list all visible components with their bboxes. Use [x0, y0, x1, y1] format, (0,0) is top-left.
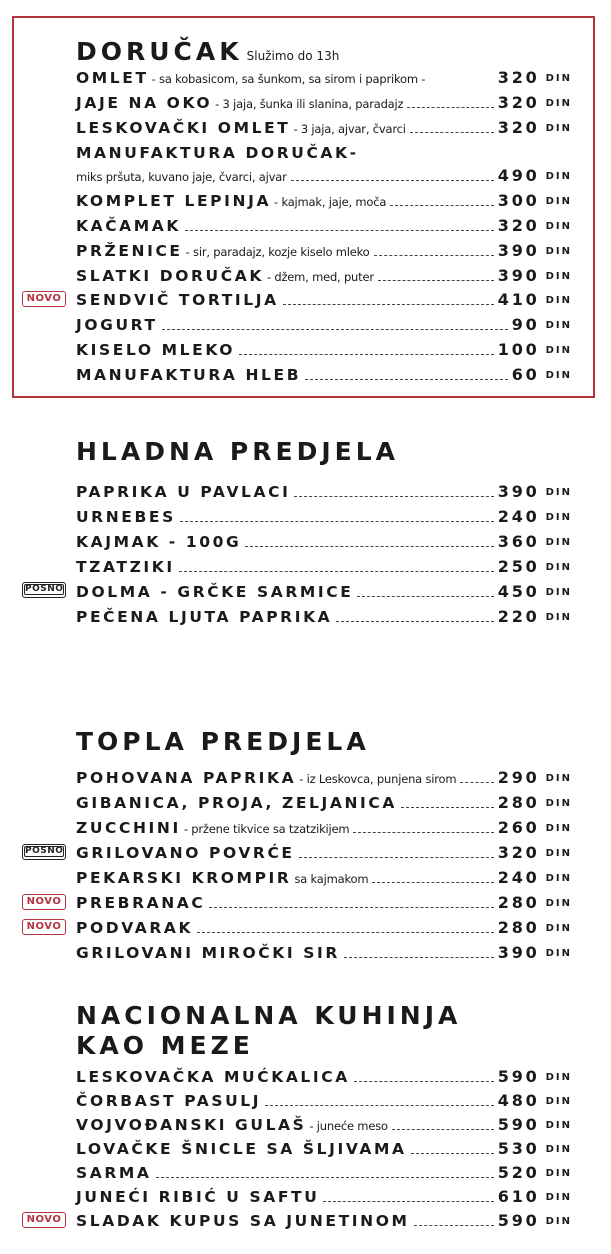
- posno-badge: POSNO: [22, 582, 66, 598]
- menu-item: JUNEĆI RIBIĆ U SAFTU 610 DIN: [76, 1187, 572, 1206]
- menu-item: GIBANICA, PROJA, ZELJANICA 280 DIN: [76, 793, 572, 812]
- novo-badge: NOVO: [22, 1212, 66, 1228]
- breakfast-subtitle: Služimo do 13h: [246, 49, 340, 63]
- menu-item: JAJE NA OKO - 3 jaja, šunka ili slanina, paradajz 320 DIN: [76, 93, 572, 112]
- menu-item: ZUCCHINI - pržene tikvice sa tzatzikijem 260 DIN: [76, 818, 572, 837]
- novo-badge: NOVO: [22, 919, 66, 935]
- menu-item: LOVAČKE ŠNICLE SA ŠLJIVAMA 530 DIN: [76, 1139, 572, 1158]
- menu-item: TZATZIKI 250 DIN: [76, 557, 572, 576]
- menu-item: GRILOVANO POVRĆE 320 DIN: [76, 843, 572, 862]
- menu-item: VOJVOĐANSKI GULAŠ - juneće meso 590 DIN: [76, 1115, 572, 1134]
- menu-item: ČORBAST PASULJ 480 DIN: [76, 1091, 572, 1110]
- menu-item: SARMA 520 DIN: [76, 1163, 572, 1182]
- menu-item: miks pršuta, kuvano jaje, čvarci, ajvar 490 DIN: [76, 166, 572, 185]
- menu-item: JOGURT 90 DIN: [76, 315, 572, 334]
- menu-item: URNEBES 240 DIN: [76, 507, 572, 526]
- menu-item: OMLET - sa kobasicom, sa šunkom, sa sirom i paprikom - 320 DIN: [76, 68, 572, 87]
- menu-item: PEKARSKI KROMPIR sa kajmakom 240 DIN: [76, 868, 572, 887]
- national-cuisine-title: NACIONALNA KUHINJA: [76, 1001, 462, 1030]
- posno-badge: POSNO: [22, 844, 66, 860]
- menu-item: GRILOVANI MIROČKI SIR 390 DIN: [76, 943, 572, 962]
- breakfast-title: DORUČAK Služimo do 13h: [76, 37, 340, 66]
- novo-badge: NOVO: [22, 894, 66, 910]
- menu-item: LESKOVAČKA MUĆKALICA 590 DIN: [76, 1067, 572, 1086]
- menu-item: KAČAMAK 320 DIN: [76, 216, 572, 235]
- menu-item: PRŽENICE - sir, paradajz, kozje kiselo mleko 390 DIN: [76, 241, 572, 260]
- warm-starters-title: TOPLA PREDJELA: [76, 727, 370, 756]
- menu-item: KAJMAK - 100G 360 DIN: [76, 532, 572, 551]
- menu-item: SLADAK KUPUS SA JUNETINOM 590 DIN: [76, 1211, 572, 1230]
- menu-item: PODVARAK 280 DIN: [76, 918, 572, 937]
- novo-badge: NOVO: [22, 291, 66, 307]
- menu-item: DOLMA - GRČKE SARMICE 450 DIN: [76, 582, 572, 601]
- cold-starters-title: HLADNA PREDJELA: [76, 437, 399, 466]
- menu-item: PREBRANAC 280 DIN: [76, 893, 572, 912]
- menu-item: PAPRIKA U PAVLACI 390 DIN: [76, 482, 572, 501]
- menu-item: MANUFAKTURA HLEB 60 DIN: [76, 365, 572, 384]
- menu-item: KISELO MLEKO 100 DIN: [76, 340, 572, 359]
- menu-item: POHOVANA PAPRIKA - iz Leskovca, punjena sirom 290 DIN: [76, 768, 572, 787]
- menu-item: MANUFAKTURA DORUČAK -: [76, 144, 359, 162]
- menu-item: LESKOVAČKI OMLET - 3 jaja, ajvar, čvarci 320 DIN: [76, 118, 572, 137]
- menu-item: SENDVIČ TORTILJA 410 DIN: [76, 290, 572, 309]
- national-cuisine-title-line2: KAO MEZE: [76, 1031, 254, 1060]
- menu-item: PEČENA LJUTA PAPRIKA 220 DIN: [76, 607, 572, 626]
- menu-item: SLATKI DORUČAK - džem, med, puter 390 DIN: [76, 266, 572, 285]
- menu-item: KOMPLET LEPINJA - kajmak, jaje, moča 300 DIN: [76, 191, 572, 210]
